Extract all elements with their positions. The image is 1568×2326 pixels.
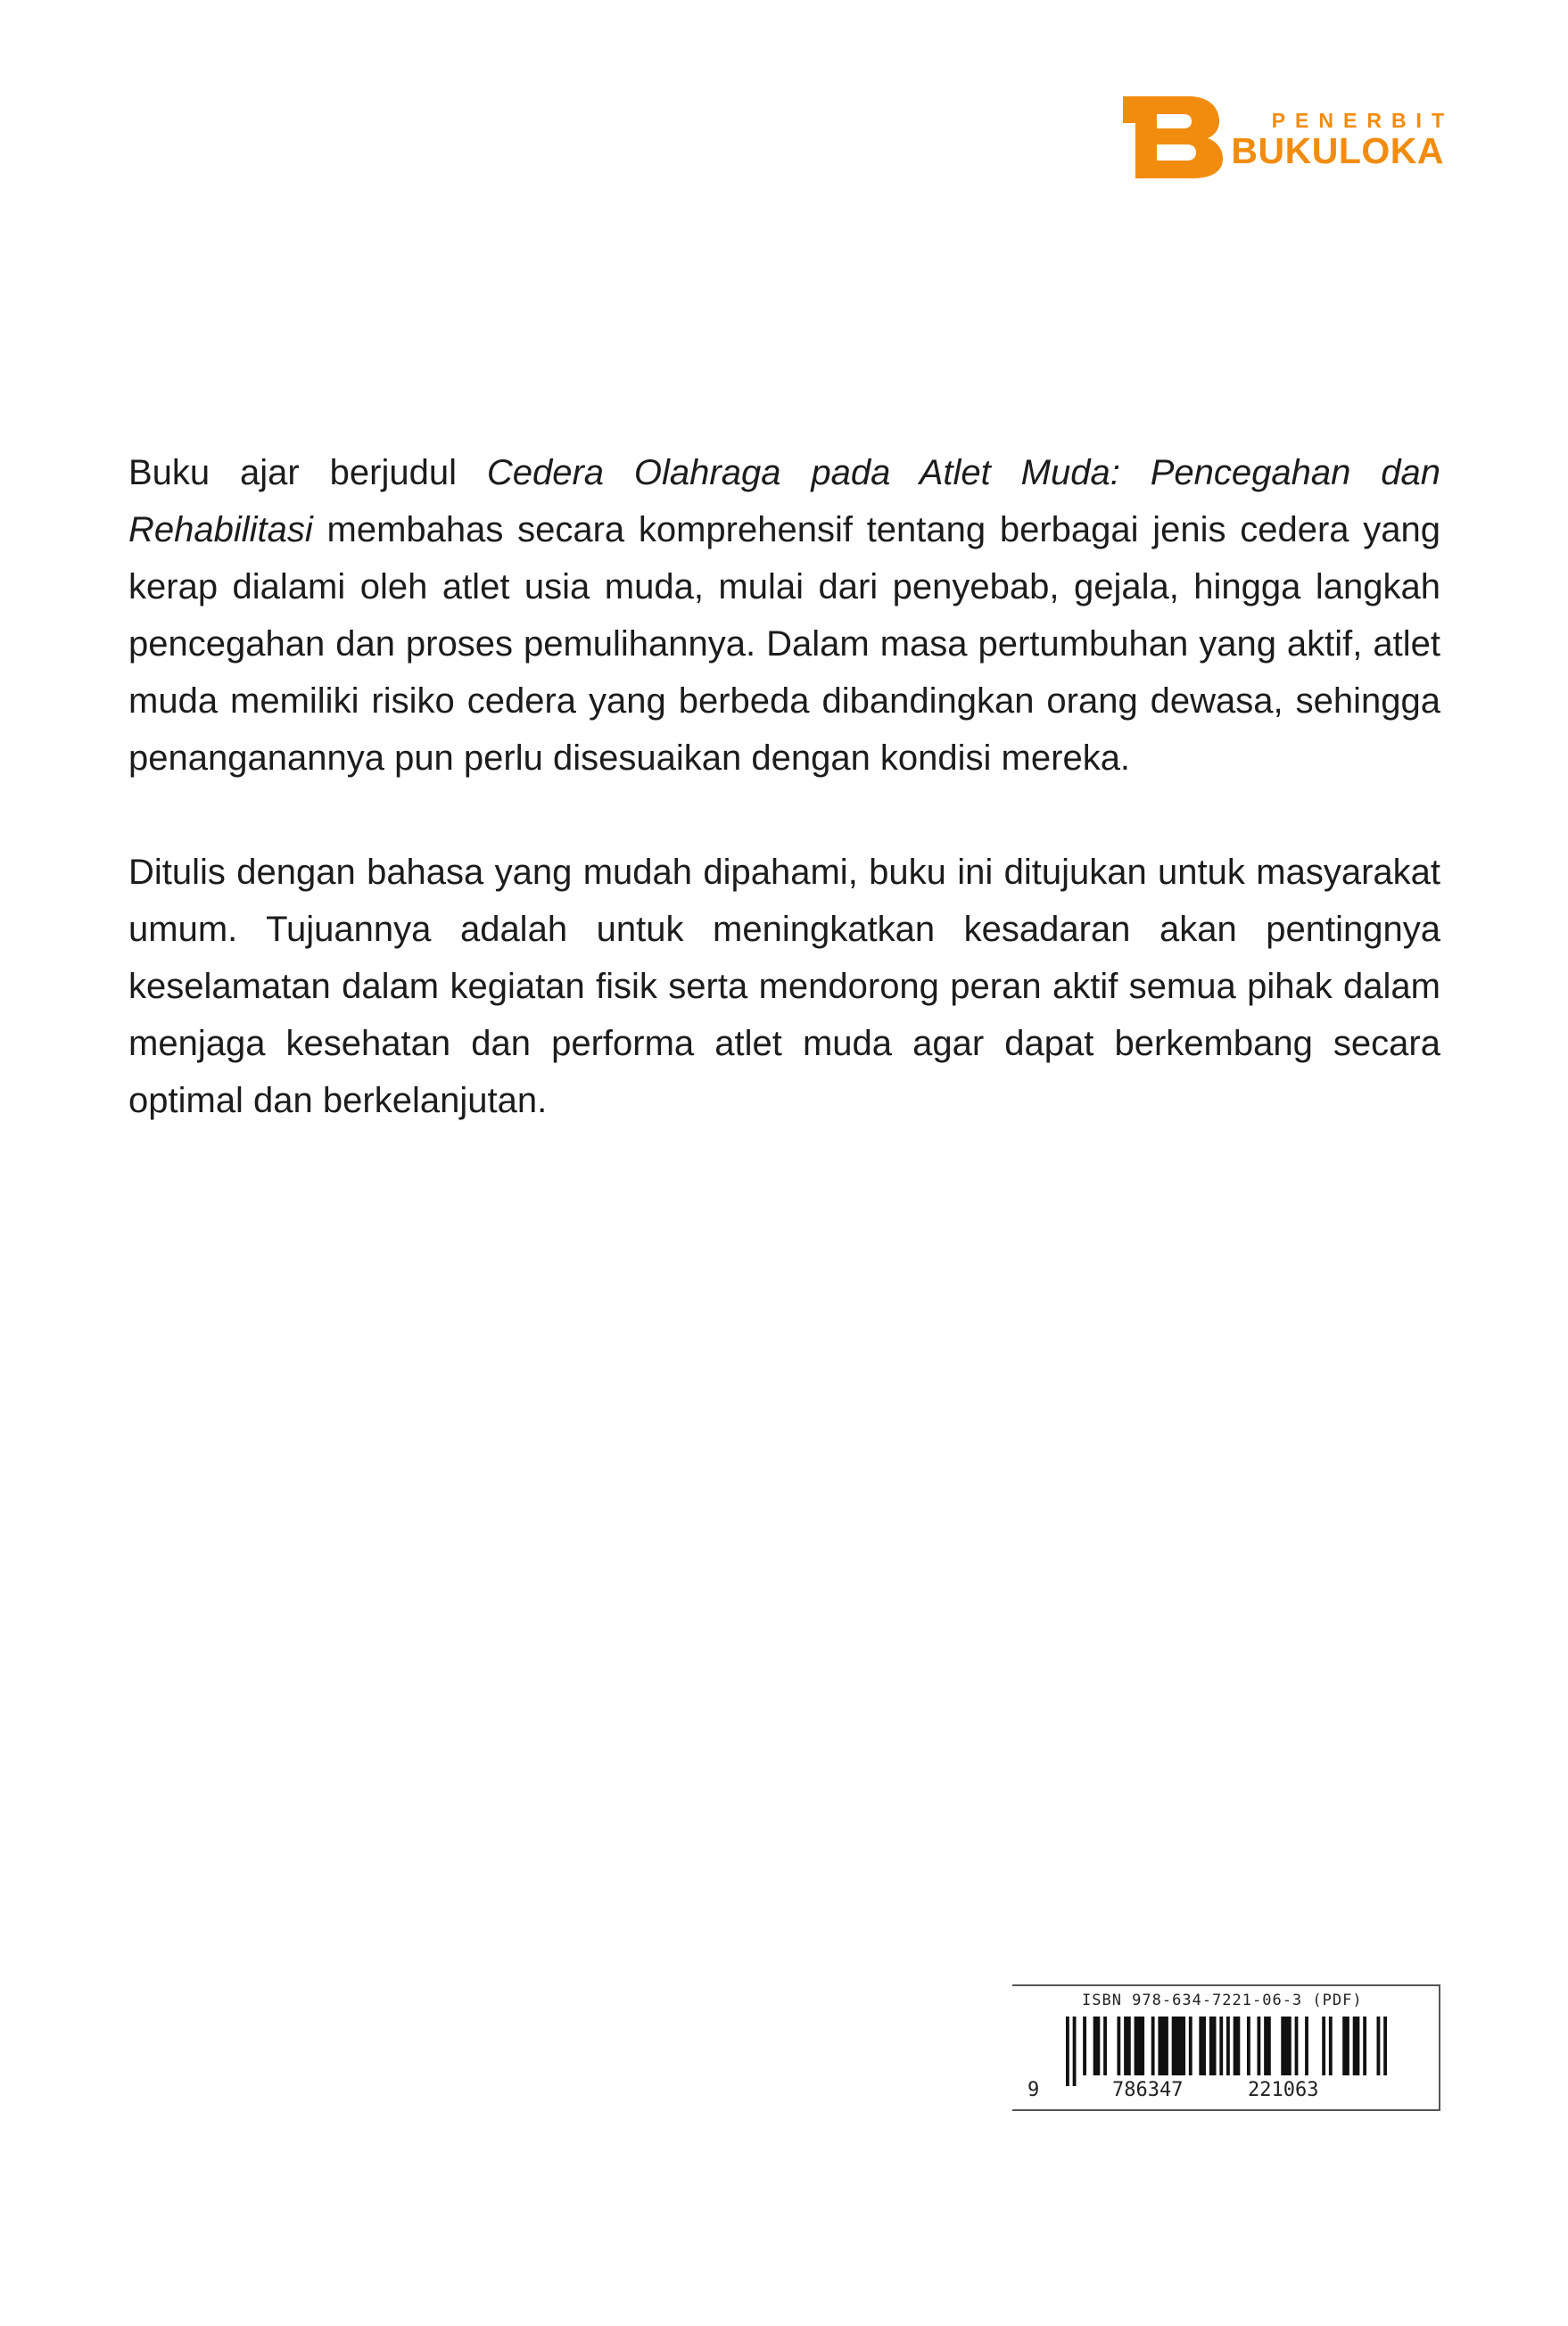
barcode-bar bbox=[1363, 2017, 1366, 2075]
barcode-bar bbox=[1377, 2017, 1381, 2075]
barcode-bar bbox=[1103, 2017, 1107, 2075]
isbn-digits-left: 786347 bbox=[1112, 2079, 1184, 2101]
barcode-bar bbox=[1135, 2017, 1144, 2075]
barcode-bar bbox=[1172, 2017, 1185, 2075]
barcode-bar bbox=[1281, 2017, 1291, 2075]
barcode-bar bbox=[1234, 2017, 1241, 2075]
isbn-barcode-box bbox=[1012, 1984, 1440, 2111]
barcode-bar bbox=[1342, 2017, 1349, 2075]
isbn-digits-right: 221063 bbox=[1248, 2079, 1319, 2101]
barcode-bar bbox=[1158, 2017, 1168, 2075]
barcode-bar bbox=[1226, 2017, 1230, 2075]
barcode-bar bbox=[1209, 2017, 1217, 2075]
barcode-bar bbox=[1199, 2017, 1206, 2075]
publisher-name: BUKULOKA bbox=[1231, 130, 1444, 171]
barcode-bar bbox=[1189, 2017, 1193, 2075]
barcode-bar bbox=[1247, 2017, 1250, 2075]
blurb-description: membahas secara komprehensif tentang berbagai jenis cedera yang kerap dialami oleh atlet usia muda, mulai dari penyebab, gejala, hingga langkah pencegahan dan proses pemulihannya. Dalam masa pertumbuhan yang aktif, atlet muda memiliki risiko cedera yang berbeda dibandingkan orang dewasa, sehingga penanganannya pun perlu disesuaikan dengan kondisi mereka. bbox=[128, 510, 1440, 778]
blurb-paragraph-1 bbox=[128, 444, 1440, 787]
barcode-bar bbox=[1329, 2017, 1333, 2075]
barcode-bar bbox=[1124, 2017, 1131, 2075]
publisher-label: PENERBIT bbox=[1271, 109, 1454, 132]
book-title: Cedera Olahraga pada Atlet Muda: Pencegahan dan Rehabilitasi bbox=[128, 453, 1440, 549]
blurb-paragraph-2: Ditulis dengan bahasa yang mudah dipahami, buku ini ditujukan untuk masyarakat umum. Tujuannya adalah untuk meningkatkan kesadaran akan pentingnya keselamatan dalam kegiatan fisik serta mendorong peran aktif semua pihak dalam menjaga kesehatan dan performa atlet muda agar dapat berkembang secara optimal dan berkelanjutan. bbox=[128, 853, 1440, 1120]
barcode-bar bbox=[1093, 2017, 1101, 2075]
barcode-bar bbox=[1151, 2017, 1155, 2075]
barcode-bar bbox=[1073, 2017, 1077, 2086]
barcode-bar bbox=[1257, 2017, 1260, 2075]
barcode-bar bbox=[1117, 2017, 1120, 2075]
barcode-bar bbox=[1383, 2017, 1387, 2075]
publisher-wordmark bbox=[1221, 96, 1454, 178]
barcode-bar bbox=[1264, 2017, 1271, 2075]
barcode-icon bbox=[1066, 2017, 1387, 2086]
isbn-digit-first: 9 bbox=[1027, 2079, 1040, 2101]
barcode-bar bbox=[1295, 2017, 1299, 2075]
barcode-bar bbox=[1322, 2017, 1325, 2075]
bukuloka-b-logo-icon bbox=[1123, 96, 1223, 178]
publisher-logo bbox=[1123, 96, 1454, 178]
barcode-bar bbox=[1353, 2017, 1360, 2075]
barcode-bar bbox=[1219, 2017, 1223, 2075]
blurb-intro: Buku ajar berjudul bbox=[128, 453, 487, 492]
barcode-bar bbox=[1066, 2017, 1069, 2086]
book-blurb bbox=[128, 444, 1440, 1129]
barcode-bar bbox=[1305, 2017, 1308, 2075]
barcode-bar bbox=[1083, 2017, 1086, 2075]
isbn-label: ISBN 978-634-7221-06-3 (PDF) bbox=[1082, 1992, 1363, 2009]
